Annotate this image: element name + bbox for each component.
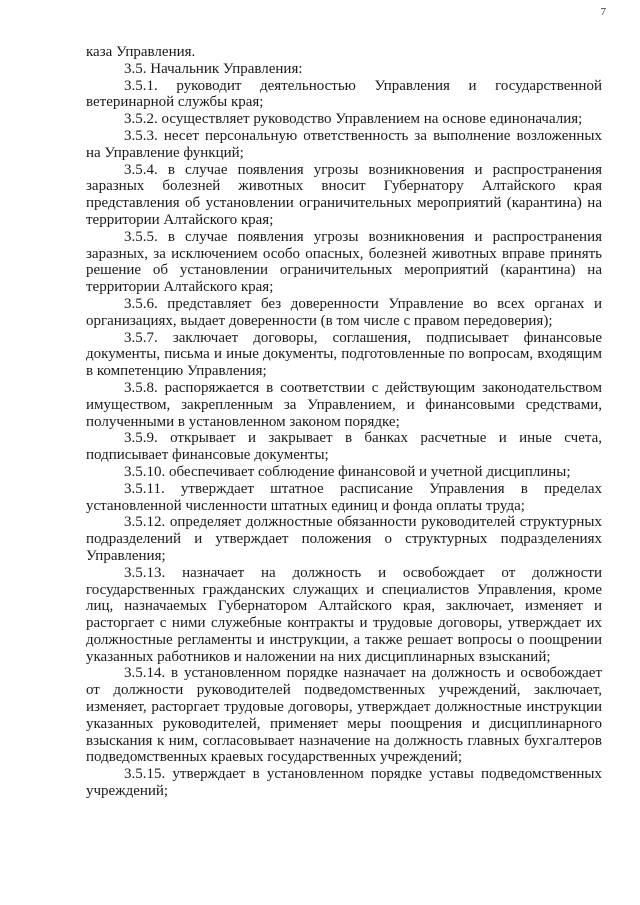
paragraph-3-5-4: 3.5.4. в случае появления угрозы возникновения и распространения заразных болезней животных вносит Губернатору Алтайского края представления об установлении ограничительных мероприятий (карантина) на территории Алтайского края; [86,161,602,228]
paragraph-3-5-12: 3.5.12. определяет должностные обязанности руководителей структурных подразделений и утверждает положения о структурных подразделениях Управления; [86,514,602,564]
paragraph-3-5-11: 3.5.11. утверждает штатное расписание Управления в пределах установленной численности штатных единиц и фонда оплаты труда; [86,480,602,514]
paragraph-3-5-1: 3.5.1. руководит деятельностью Управления и государственной ветеринарной службы края; [86,77,602,111]
page-number: 7 [600,6,606,18]
paragraph-3-5-7: 3.5.7. заключает договоры, соглашения, подписывает финансовые документы, письма и иные документы, подготовленные по вопросам, входящим в компетенцию Управления; [86,329,602,380]
document-body [86,44,602,800]
paragraph-3-5-3: 3.5.3. несет персональную ответственность за выполнение возложенных на Управление функций; [86,127,602,161]
paragraph-3-5-14: 3.5.14. в установленном порядке назначает на должность и освобождает от должности руководителей подведомственных учреждений, заключает, изменяет, расторгает трудовые договоры, утверждает должностные инструкции указанных руководителей, применяет меры поощрения и дисциплинарного взыскания к ним, согласовывает назначение на должность главных бухгалтеров подведомственных краевых государственных учреждений; [86,665,602,766]
paragraph-3-5: 3.5. Начальник Управления: [124,60,303,77]
paragraph-continuation: каза Управления. [86,44,196,60]
paragraph-3-5-8: 3.5.8. распоряжается в соответствии с действующим законодательством имуществом, закрепленным за Управлением, и финансовыми средствами, полученными в установленном законом порядке; [86,379,602,430]
paragraph-3-5-5: 3.5.5. в случае появления угрозы возникновения и распространения заразных, за исключением особо опасных, болезней животных вправе принять решение об установлении ограничительных мероприятий (карантина) на территории Алтайского края; [86,228,602,296]
paragraph-3-5-6: 3.5.6. представляет без доверенности Управление во всех органах и организациях, выдает доверенности (в том числе с правом передоверия); [86,295,602,329]
paragraph-3-5-13: 3.5.13. назначает на должность и освобождает от должности государственных гражданских служащих и специалистов Управления, кроме лиц, назначаемых Губернатором Алтайского края, заключает, изменяет и расторгает с ними служебные контракты и трудовые договоры, утверждает их должностные регламенты и инструкции, а также решает вопросы о поощрении указанных работников и наложении на них дисциплинарных взысканий; [86,564,602,665]
paragraph-3-5-15: 3.5.15. утверждает в установленном порядке уставы подведомственных учреждений; [86,766,602,800]
paragraph-3-5-10: 3.5.10. обеспечивает соблюдение финансовой и учетной дисциплины; [124,463,571,480]
paragraph-3-5-2: 3.5.2. осуществляет руководство Управлением на основе единоначалия; [124,111,583,128]
paragraph-3-5-9: 3.5.9. открывает и закрывает в банках расчетные и иные счета, подписывает финансовые документы; [86,430,602,464]
